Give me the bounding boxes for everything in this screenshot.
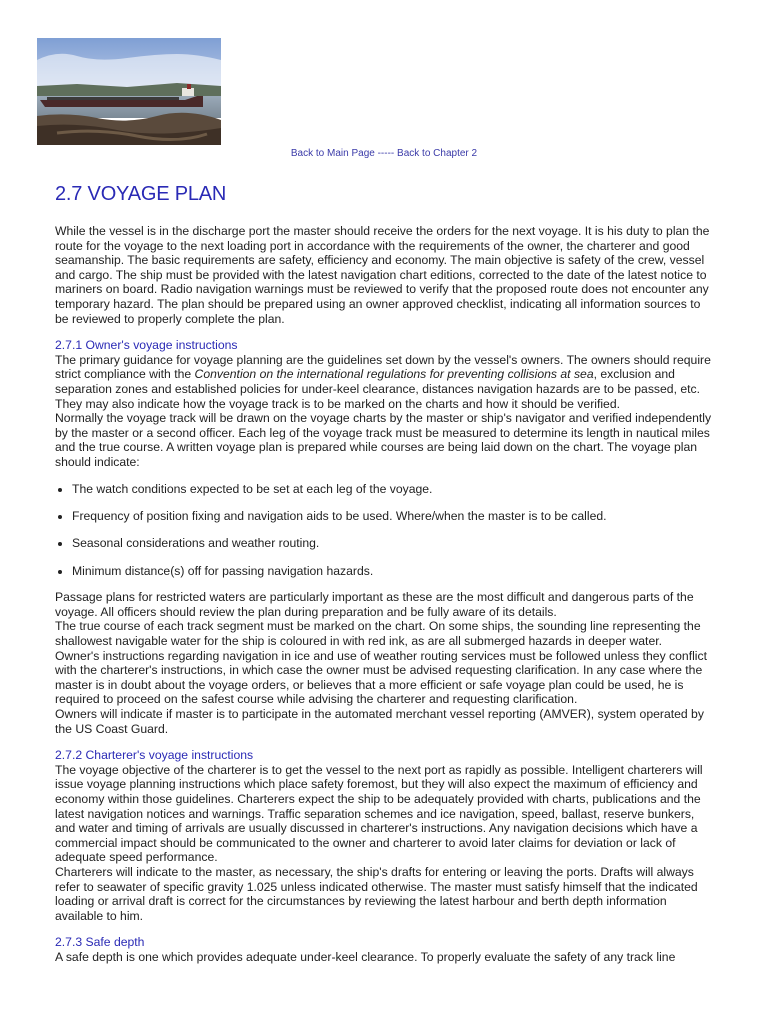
section-272-paragraph-2: Charterers will indicate to the master, as necessary, the ship's drafts for entering or leaving the ports. Drafts will always refer to seawater of specific gravity 1.025 unless indicated otherwise. The master must satisfy himself that the indicated loading or arrival draft is correct for the circumstances by reviewing the latest harbour and berth depth information available to him.	[55, 864, 698, 923]
section-271-paragraph-5: Owner's instructions regarding navigation in ice and use of weather routing services must be followed unless they conflict with the charterer's instructions, in which case the owner must be advised requesting clarification. In any case where the master is in doubt about the voyage orders, or believes that a more efficient or safe voyage plan could be used, he is required to proceed on the safest course while advising the charterer and requesting clarification.	[55, 648, 707, 707]
voyage-plan-list	[55, 482, 715, 579]
section-271-heading: 2.7.1 Owner's voyage instructions	[55, 338, 238, 353]
back-to-main-link[interactable]: Back to Main Page	[290, 148, 375, 159]
list-item: • Minimum distance(s) off for passing navigation hazards.	[72, 564, 715, 579]
section-271-paragraph-2: Normally the voyage track will be drawn on the voyage charts by the master or ship's navigator and verified independently by the master or a second officer. Each leg of the voyage track must be measured to determine its length in nautical miles and the true course. A written voyage plan is prepared while courses are being laid down on the chart. The voyage plan should indicate:	[55, 411, 712, 469]
section-272-heading: 2.7.2 Charterer's voyage instructions	[55, 748, 254, 763]
section-273-heading: 2.7.3 Safe depth	[55, 935, 145, 950]
tanker-photo	[37, 38, 221, 145]
section-271-paragraph-4: The true course of each track segment must be marked on the chart. On some ships, the sounding line representing the shallowest navigable water for the ship is coloured in with red ink, as are all submerged hazards in deeper water.	[55, 619, 701, 649]
list-item: • Frequency of position fixing and navigation aids to be used. Where/when the master is to be called.	[72, 509, 715, 524]
nav-links	[0, 148, 768, 159]
section-272-paragraph-1: The voyage objective of the charterer is to get the vessel to the next port as rapidly as possible. Intelligent charterers will issue voyage planning instructions which place safety foremost, but they will also expect the maximum of efficiency and economy within those guidelines. Charterers expect the ship to be adequately provided with charts, publications and the latest navigation notices and warnings. Traffic separation schemes and ice navigation, speed, ballast, reserve bunkers, and water and timing of arrivals are usually discussed in charterer's instructions. Any navigation decisions which have a commercial impact should be communicated to the owner and charterer to avoid later claims for deviation or lack of adequate speed performance.	[55, 762, 703, 865]
intro-paragraph: While the vessel is in the discharge port the master should receive the orders for the next voyage. It is his duty to plan the route for the voyage to the next loading port in accordance with the requirements of the owner, the charterer and good seamanship. The basic requirements are safety, efficiency and economy. The main objective is safety of the crew, vessel and cargo. The ship must be provided with the latest navigation chart editions, corrected to the date of the latest notice to mariners on board. Radio navigation warnings must be reviewed to verify that the proposed route does not encounter any temporary hazard. The plan should be prepared using an owner approved checklist, indicating all information sources to be reviewed to properly complete the plan.	[55, 224, 710, 326]
list-item: • The watch conditions expected to be set at each leg of the voyage.	[72, 482, 715, 497]
section-271-paragraph-6: Owners will indicate if master is to participate in the automated merchant vessel reporting (AMVER), system operated by the US Coast Guard.	[55, 707, 704, 736]
colregs-title: Convention on the international regulations for preventing collisions at sea	[194, 367, 594, 382]
page-title: 2.7 VOYAGE PLAN	[55, 183, 227, 205]
article	[55, 180, 715, 965]
nav-separator: -----	[374, 148, 398, 159]
section-271-paragraph-3: Passage plans for restricted waters are particularly important as these are the most difficult and dangerous parts of the voyage. All officers should review the plan during preparation and be fully aware of its details.	[55, 590, 694, 619]
list-item: • Seasonal considerations and weather routing.	[72, 536, 715, 551]
section-271-paragraph-1: The primary guidance for voyage planning are the guidelines set down by the vessel's owners. The owners should require strict compliance with the Convention on the international regulations for preventing collisions at sea, exclusion and separation zones and established policies for under-keel clearance, distances navigation hazards are to be passed, etc. They may also indicate how the voyage track is to be marked on the charts and how it should be verified.	[55, 352, 711, 411]
section-273-paragraph-1: A safe depth is one which provides adequate under-keel clearance. To properly evaluate the safety of any track line	[55, 949, 676, 964]
back-to-chapter-link[interactable]: Back to Chapter 2	[397, 148, 478, 159]
tanker-photo-image	[37, 38, 221, 145]
